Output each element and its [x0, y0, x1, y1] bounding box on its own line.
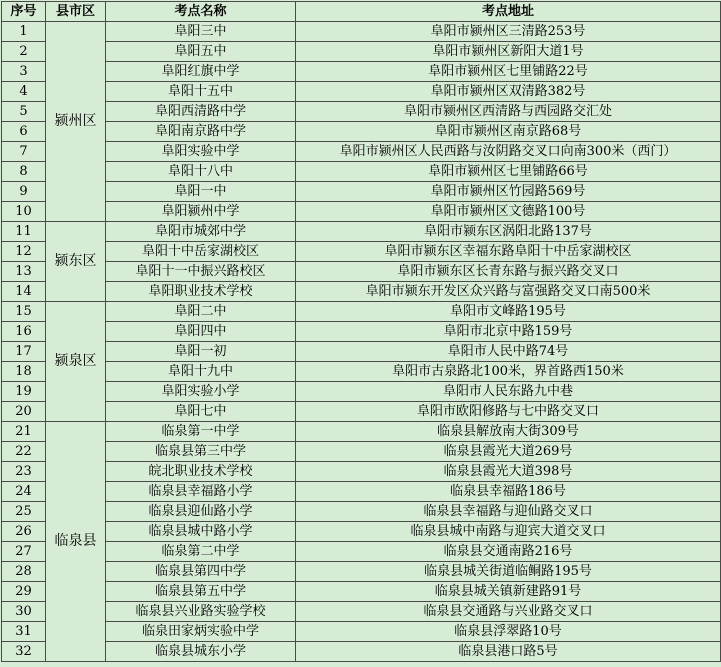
table-row: [2, 122, 721, 142]
site-address-cell: 临泉县幸福路186号: [296, 482, 721, 502]
site-address-cell: 阜阳市文峰路195号: [296, 302, 721, 322]
site-address-cell: 阜阳市人民东路九中巷: [296, 382, 721, 402]
table-row: [2, 62, 721, 82]
site-name-cell: 阜阳四中: [106, 322, 296, 342]
site-name-cell: 临泉县兴业路实验学校: [106, 602, 296, 622]
site-name-cell: 临泉县第三中学: [106, 442, 296, 462]
row-index: 30: [2, 602, 46, 622]
site-address-cell: 阜阳市颍州区双清路382号: [296, 82, 721, 102]
row-index: 8: [2, 162, 46, 182]
site-address-cell: 阜阳市颍东区幸福东路阜阳十中岳家湖校区: [296, 242, 721, 262]
district-cell: 颍东区: [46, 222, 106, 302]
site-name-cell: 阜阳十八中: [106, 162, 296, 182]
table-row: [2, 582, 721, 602]
row-index: 12: [2, 242, 46, 262]
site-name-cell: 临泉田家炳实验中学: [106, 622, 296, 642]
header-site-name: 考点名称: [106, 2, 296, 22]
table-row: [2, 502, 721, 522]
row-index: 26: [2, 522, 46, 542]
site-name-cell: 临泉第二中学: [106, 542, 296, 562]
site-address-cell: 临泉县城中南路与迎宾大道交叉口: [296, 522, 721, 542]
site-address-cell: 临泉县城关镇新建路91号: [296, 582, 721, 602]
site-name-cell: 阜阳七中: [106, 402, 296, 422]
row-index: 24: [2, 482, 46, 502]
table-row: [2, 462, 721, 482]
site-name-cell: 临泉县第四中学: [106, 562, 296, 582]
site-name-cell: 阜阳五中: [106, 42, 296, 62]
site-name-cell: 阜阳实验小学: [106, 382, 296, 402]
site-name-cell: 阜阳南京路中学: [106, 122, 296, 142]
site-name-cell: 阜阳一初: [106, 342, 296, 362]
site-address-cell: 阜阳市颍州区人民西路与汝阴路交叉口向南300米（西门）: [296, 142, 721, 162]
row-index: 16: [2, 322, 46, 342]
table-row: [2, 482, 721, 502]
row-index: 1: [2, 22, 46, 42]
table-row: [2, 222, 721, 242]
row-index: 7: [2, 142, 46, 162]
row-index: 5: [2, 102, 46, 122]
site-name-cell: 临泉县迎仙路小学: [106, 502, 296, 522]
site-address-cell: 阜阳市北京中路159号: [296, 322, 721, 342]
table-header-row: [2, 2, 721, 22]
row-index: 9: [2, 182, 46, 202]
site-name-cell: 阜阳十九中: [106, 362, 296, 382]
site-address-cell: 阜阳市颍州区七里铺路22号: [296, 62, 721, 82]
header-site-address: 考点地址: [296, 2, 721, 22]
table-row: [2, 362, 721, 382]
row-index: 17: [2, 342, 46, 362]
table-row: [2, 202, 721, 222]
row-index: 23: [2, 462, 46, 482]
site-address-cell: 阜阳市颍州区竹园路569号: [296, 182, 721, 202]
row-index: 20: [2, 402, 46, 422]
exam-site-table: [1, 1, 721, 662]
district-cell: 临泉县: [46, 422, 106, 662]
site-name-cell: 阜阳职业技术学校: [106, 282, 296, 302]
site-address-cell: 阜阳市颍州区南京路68号: [296, 122, 721, 142]
site-name-cell: 阜阳二中: [106, 302, 296, 322]
table-row: [2, 542, 721, 562]
table-row: [2, 322, 721, 342]
row-index: 11: [2, 222, 46, 242]
site-name-cell: 阜阳十一中振兴路校区: [106, 262, 296, 282]
site-name-cell: 阜阳十五中: [106, 82, 296, 102]
table-row: [2, 602, 721, 622]
table-row: [2, 142, 721, 162]
table-row: [2, 22, 721, 42]
row-index: 4: [2, 82, 46, 102]
site-address-cell: 阜阳市欧阳修路与七中路交叉口: [296, 402, 721, 422]
table-row: [2, 402, 721, 422]
table-row: [2, 522, 721, 542]
row-index: 18: [2, 362, 46, 382]
table-row: [2, 242, 721, 262]
site-address-cell: 阜阳市颍州区文德路100号: [296, 202, 721, 222]
site-name-cell: 临泉第一中学: [106, 422, 296, 442]
site-address-cell: 阜阳市颍州区三清路253号: [296, 22, 721, 42]
site-name-cell: 阜阳十中岳家湖校区: [106, 242, 296, 262]
site-address-cell: 临泉县港口路5号: [296, 642, 721, 662]
table-row: [2, 102, 721, 122]
row-index: 14: [2, 282, 46, 302]
row-index: 22: [2, 442, 46, 462]
table-row: [2, 162, 721, 182]
row-index: 31: [2, 622, 46, 642]
table-row: [2, 282, 721, 302]
site-address-cell: 临泉县交通路与兴业路交叉口: [296, 602, 721, 622]
site-name-cell: 阜阳三中: [106, 22, 296, 42]
row-index: 13: [2, 262, 46, 282]
site-address-cell: 临泉县解放南大街309号: [296, 422, 721, 442]
table-row: [2, 42, 721, 62]
site-address-cell: 阜阳市颍州区七里铺路66号: [296, 162, 721, 182]
site-address-cell: 阜阳市颍州区西清路与西园路交汇处: [296, 102, 721, 122]
site-name-cell: 临泉县第五中学: [106, 582, 296, 602]
site-address-cell: 阜阳市颍州区新阳大道1号: [296, 42, 721, 62]
site-address-cell: 临泉县交通南路216号: [296, 542, 721, 562]
site-address-cell: 阜阳市人民中路74号: [296, 342, 721, 362]
row-index: 3: [2, 62, 46, 82]
row-index: 15: [2, 302, 46, 322]
site-address-cell: 阜阳市古泉路北100米，界首路西150米: [296, 362, 721, 382]
site-name-cell: 阜阳市城郊中学: [106, 222, 296, 242]
row-index: 25: [2, 502, 46, 522]
site-name-cell: 临泉县幸福路小学: [106, 482, 296, 502]
row-index: 27: [2, 542, 46, 562]
site-name-cell: 阜阳红旗中学: [106, 62, 296, 82]
row-index: 28: [2, 562, 46, 582]
table-row: [2, 262, 721, 282]
row-index: 6: [2, 122, 46, 142]
site-name-cell: 阜阳一中: [106, 182, 296, 202]
table-row: [2, 442, 721, 462]
site-name-cell: 阜阳西清路中学: [106, 102, 296, 122]
site-name-cell: 阜阳颍州中学: [106, 202, 296, 222]
row-index: 19: [2, 382, 46, 402]
district-cell: 颍泉区: [46, 302, 106, 422]
header-district: 县市区: [46, 2, 106, 22]
table-row: [2, 422, 721, 442]
site-address-cell: 临泉县幸福路与迎仙路交叉口: [296, 502, 721, 522]
row-index: 10: [2, 202, 46, 222]
site-address-cell: 临泉县霞光大道269号: [296, 442, 721, 462]
row-index: 2: [2, 42, 46, 62]
site-name-cell: 临泉县城东小学: [106, 642, 296, 662]
row-index: 29: [2, 582, 46, 602]
table-row: [2, 182, 721, 202]
table-body: [2, 22, 721, 662]
site-address-cell: 临泉县城关街道临鲖路195号: [296, 562, 721, 582]
header-index: 序号: [2, 2, 46, 22]
site-name-cell: 阜阳实验中学: [106, 142, 296, 162]
table-row: [2, 622, 721, 642]
site-address-cell: 阜阳市颍东开发区众兴路与富强路交叉口南500米: [296, 282, 721, 302]
table-row: [2, 642, 721, 662]
site-address-cell: 临泉县浮翠路10号: [296, 622, 721, 642]
row-index: 32: [2, 642, 46, 662]
table-row: [2, 302, 721, 322]
table-row: [2, 382, 721, 402]
site-address-cell: 阜阳市颍东区长青东路与振兴路交叉口: [296, 262, 721, 282]
row-index: 21: [2, 422, 46, 442]
table-row: [2, 342, 721, 362]
table-row: [2, 82, 721, 102]
site-name-cell: 临泉县城中路小学: [106, 522, 296, 542]
site-address-cell: 临泉县霞光大道398号: [296, 462, 721, 482]
table-row: [2, 562, 721, 582]
site-address-cell: 阜阳市颍东区涡阳北路137号: [296, 222, 721, 242]
district-cell: 颍州区: [46, 22, 106, 222]
site-name-cell: 皖北职业技术学校: [106, 462, 296, 482]
